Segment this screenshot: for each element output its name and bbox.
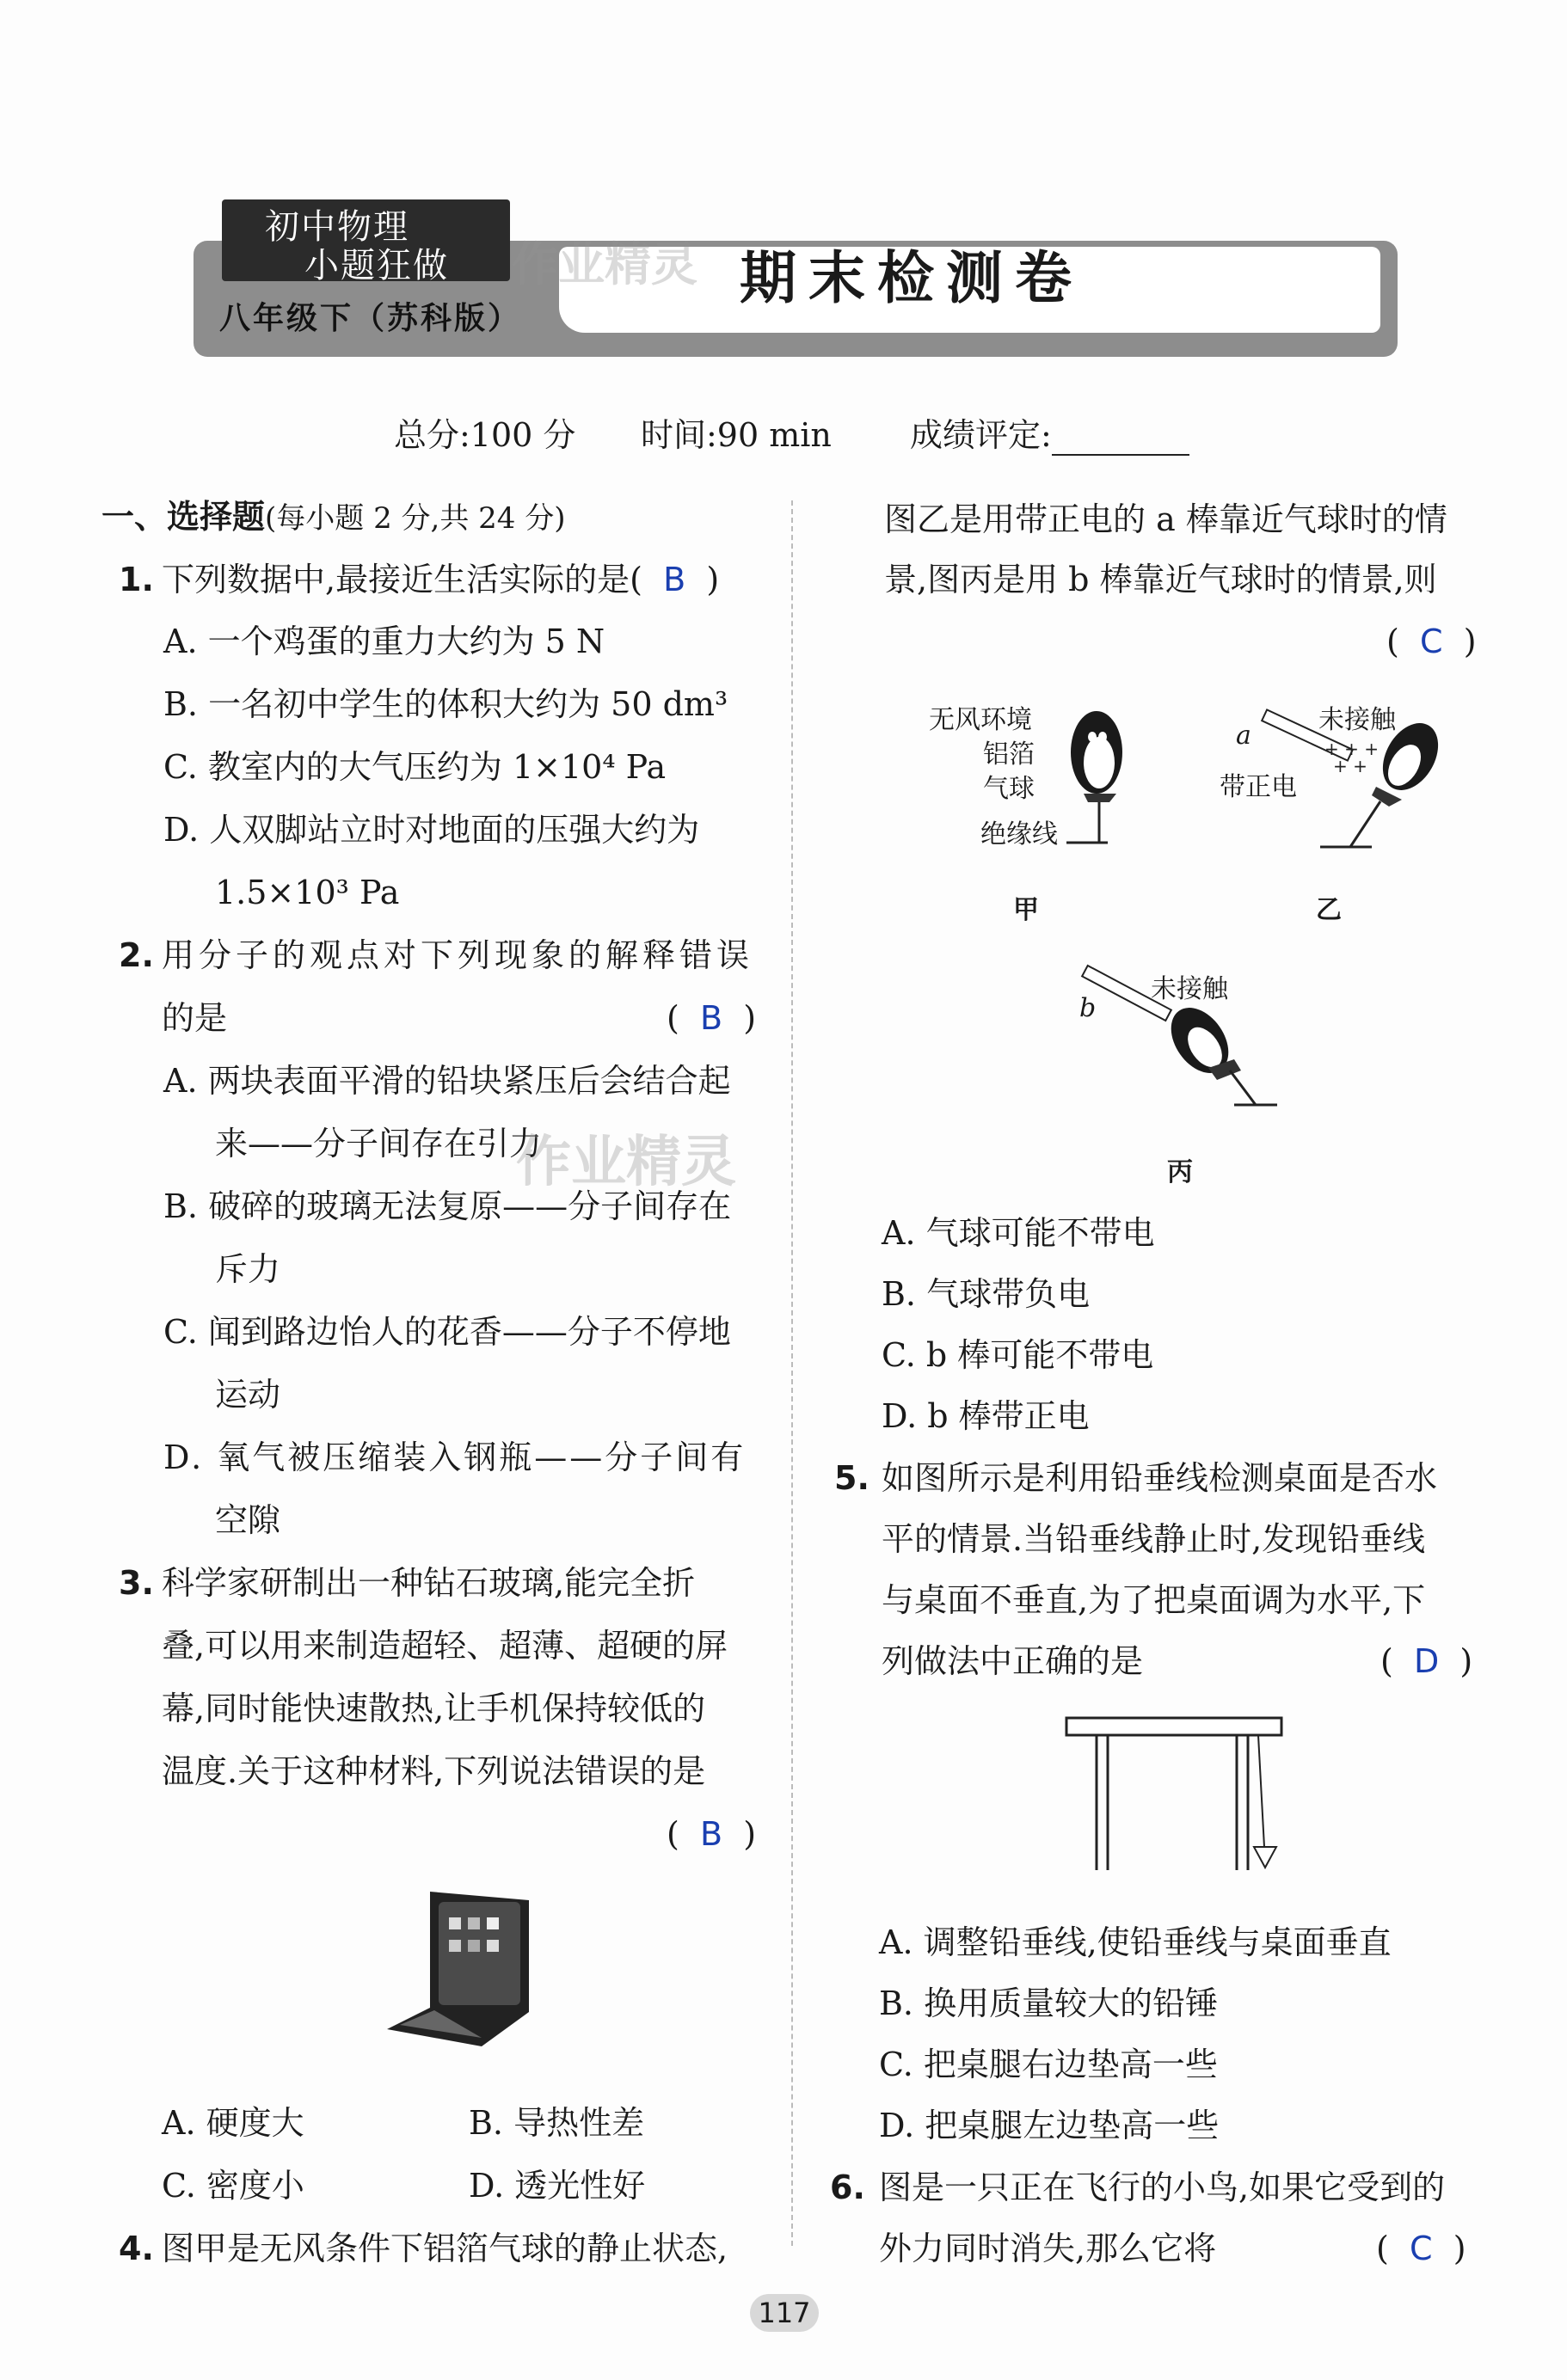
q2-option-d: D. 氧气被压缩装入钢瓶——分子间有 [163, 1438, 747, 1476]
app-icon [487, 1940, 499, 1952]
plus-signs: + + + [1324, 739, 1379, 759]
q3-line2: 叠,可以用来制造超轻、超薄、超硬的屏 [162, 1627, 728, 1665]
q4-line2: 图乙是用带正电的 a 棒靠近气球时的情 [884, 500, 1447, 538]
balloon-bing-figure [1071, 963, 1294, 1118]
q2-option-a-cont: 来——分子间存在引力 [215, 1125, 543, 1162]
q4-option-c: C. b 棒可能不带电 [882, 1336, 1154, 1374]
grade-label: 八年级下（苏科版） [219, 300, 522, 336]
q5-option-d: D. 把桌腿左边垫高一些 [879, 2107, 1220, 2144]
q6-line1: 图是一只正在飞行的小鸟,如果它受到的 [879, 2168, 1446, 2206]
q4-option-b: B. 气球带负电 [882, 1275, 1091, 1313]
plumb-bob [1254, 1847, 1276, 1868]
fig-label-no-touch-yi: 未接触 [1318, 705, 1396, 735]
rod-a-label: a [1236, 721, 1251, 751]
q1-option-a: A. 一个鸡蛋的重力大约为 5 N [163, 623, 605, 660]
app-icon [449, 1917, 461, 1929]
book-title-line2: 小题狂做 [304, 246, 449, 285]
q4-option-d: D. b 棒带正电 [882, 1397, 1090, 1435]
q1-close: ) [706, 561, 720, 598]
watermark-mid: 作业精灵 [516, 1131, 736, 1194]
q3-option-b: B. 导热性差 [469, 2104, 645, 2142]
q5-line1: 如图所示是利用铅垂线检测桌面是否水 [882, 1459, 1438, 1497]
section-title: 一、选择题 [101, 498, 266, 536]
q2-option-a: A. 两块表面平滑的铅块紧压后会结合起 [163, 1062, 731, 1100]
q4-line1: 图甲是无风条件下铝箔气球的静止状态, [162, 2230, 728, 2267]
q2-answer: B [699, 999, 723, 1037]
q5-option-a: A. 调整铅垂线,使铅垂线与桌面垂直 [879, 1923, 1392, 1961]
fig-label-balloon: 气球 [983, 774, 1035, 804]
q4-answer-bracket: ( C ) [1386, 623, 1477, 660]
fig-caption-yi: 乙 [1316, 895, 1342, 925]
fig-label-no-wind: 无风环境 [929, 705, 1032, 735]
q1-option-d-cont: 1.5×10³ Pa [215, 874, 400, 911]
balloon-eye [1098, 732, 1107, 742]
q4-line3: 景,图丙是用 b 棒靠近气球时的情景,则 [884, 561, 1437, 598]
q3-line3: 幕,同时能快速散热,让手机保持较低的 [162, 1690, 706, 1727]
fig-caption-jia: 甲 [1013, 895, 1039, 925]
column-divider [791, 500, 793, 2246]
q4-number: 4. [119, 2230, 154, 2267]
balloon-yi-figure [1251, 705, 1458, 860]
q3-option-d: D. 透光性好 [469, 2167, 646, 2205]
q1-option-d: D. 人双脚站立时对地面的压强大约为 [163, 811, 700, 849]
q6-answer-bracket: ( C ) [1376, 2230, 1466, 2267]
q2-answer-bracket: ( B ) [667, 999, 757, 1037]
rod-b [1082, 966, 1171, 1021]
app-icon [468, 1940, 480, 1952]
q2-option-b: B. 破碎的玻璃无法复原——分子间存在 [163, 1187, 732, 1225]
section-heading [101, 498, 566, 536]
q5-option-c: C. 把桌腿右边垫高一些 [879, 2046, 1218, 2083]
q1-number: 1. [119, 561, 154, 598]
q3-option-c: C. 密度小 [162, 2167, 304, 2205]
balloon-belly [1084, 737, 1115, 788]
q2-number: 2. [119, 936, 154, 974]
total-score: 总分:100 分 [394, 416, 576, 454]
q6-line2: 外力同时消失,那么它将 [879, 2230, 1217, 2267]
q2-option-b-cont: 斥力 [215, 1250, 281, 1288]
q6-answer: C [1409, 2230, 1433, 2267]
q1-answer: B [663, 561, 686, 598]
q2-option-d-cont: 空隙 [215, 1501, 281, 1539]
q2-option-c: C. 闻到路边怡人的花香——分子不停地 [163, 1313, 731, 1351]
q4-option-a: A. 气球可能不带电 [882, 1214, 1155, 1252]
q1-stem [162, 563, 719, 596]
q3-answer: B [699, 1815, 723, 1853]
book-label-box [222, 199, 510, 285]
insulating-thread [1230, 1070, 1256, 1105]
table-top [1066, 1718, 1281, 1735]
q3-line4: 温度.关于这种材料,下列说法错误的是 [162, 1752, 706, 1790]
q5-option-b: B. 换用质量较大的铅锤 [879, 1984, 1219, 2022]
q4-answer: C [1419, 623, 1443, 660]
q5-line4: 列做法中正确的是 [882, 1642, 1144, 1680]
q3-option-a: A. 硬度大 [162, 2104, 304, 2142]
q5-number: 5. [834, 1459, 870, 1497]
balloon-base [1084, 794, 1116, 802]
q1-stem-text: 下列数据中,最接近生活实际的是( [162, 561, 642, 598]
q2-stem-line1: 用分子的观点对下列现象的解释错误 [162, 936, 754, 974]
book-title-line1: 初中物理 [265, 207, 409, 247]
fig-label-foil: 铝箔 [983, 739, 1035, 770]
q5-answer: D [1413, 1642, 1440, 1680]
q5-line3: 与桌面不垂直,为了把桌面调为水平,下 [882, 1581, 1426, 1619]
app-icon [468, 1917, 480, 1929]
watermark: 作业精灵 [512, 237, 697, 291]
plumb-line [1258, 1735, 1264, 1847]
exam-title: 期末检测卷 [740, 245, 1084, 311]
exam-time: 时间:90 min [641, 416, 832, 454]
grade-evaluation-label: 成绩评定: [910, 416, 1052, 454]
q2-stem-line2: 的是 [162, 999, 228, 1037]
q6-number: 6. [830, 2168, 865, 2206]
app-icon [487, 1917, 499, 1929]
section-note: (每小题 2 分,共 24 分) [265, 501, 566, 536]
app-icon [449, 1940, 461, 1952]
plumb-line-table-figure [1058, 1711, 1299, 1883]
q2-option-c-cont: 运动 [215, 1376, 281, 1414]
insulating-thread [1350, 801, 1380, 847]
q5-line2: 平的情景.当铅垂线静止时,发现铅垂线 [882, 1520, 1426, 1558]
q1-option-c: C. 教室内的大气压约为 1×10⁴ Pa [163, 748, 667, 786]
balloon-eye [1088, 732, 1097, 742]
q3-line1: 科学家研制出一种钻石玻璃,能完全折 [162, 1564, 696, 1602]
balloon-jia-figure [1049, 701, 1152, 851]
fig-label-thread: 绝缘线 [980, 819, 1058, 850]
foldable-phone-figure [378, 1883, 550, 2055]
q1-option-b: B. 一名初中学生的体积大约为 50 dm³ [163, 685, 728, 723]
q3-answer-bracket: ( B ) [667, 1815, 757, 1853]
page-number: 117 [750, 2294, 819, 2332]
fig-label-positive-charge: 带正电 [1220, 772, 1297, 802]
fig-label-no-touch-bing: 未接触 [1151, 974, 1228, 1004]
grade-evaluation [910, 408, 1189, 456]
q3-number: 3. [119, 1564, 154, 1602]
plus-signs: + + [1333, 756, 1367, 776]
rod-b-label: b [1079, 993, 1097, 1023]
q5-answer-bracket: ( D ) [1380, 1642, 1473, 1680]
grade-blank [1052, 428, 1189, 456]
fig-caption-bing: 丙 [1167, 1157, 1193, 1187]
